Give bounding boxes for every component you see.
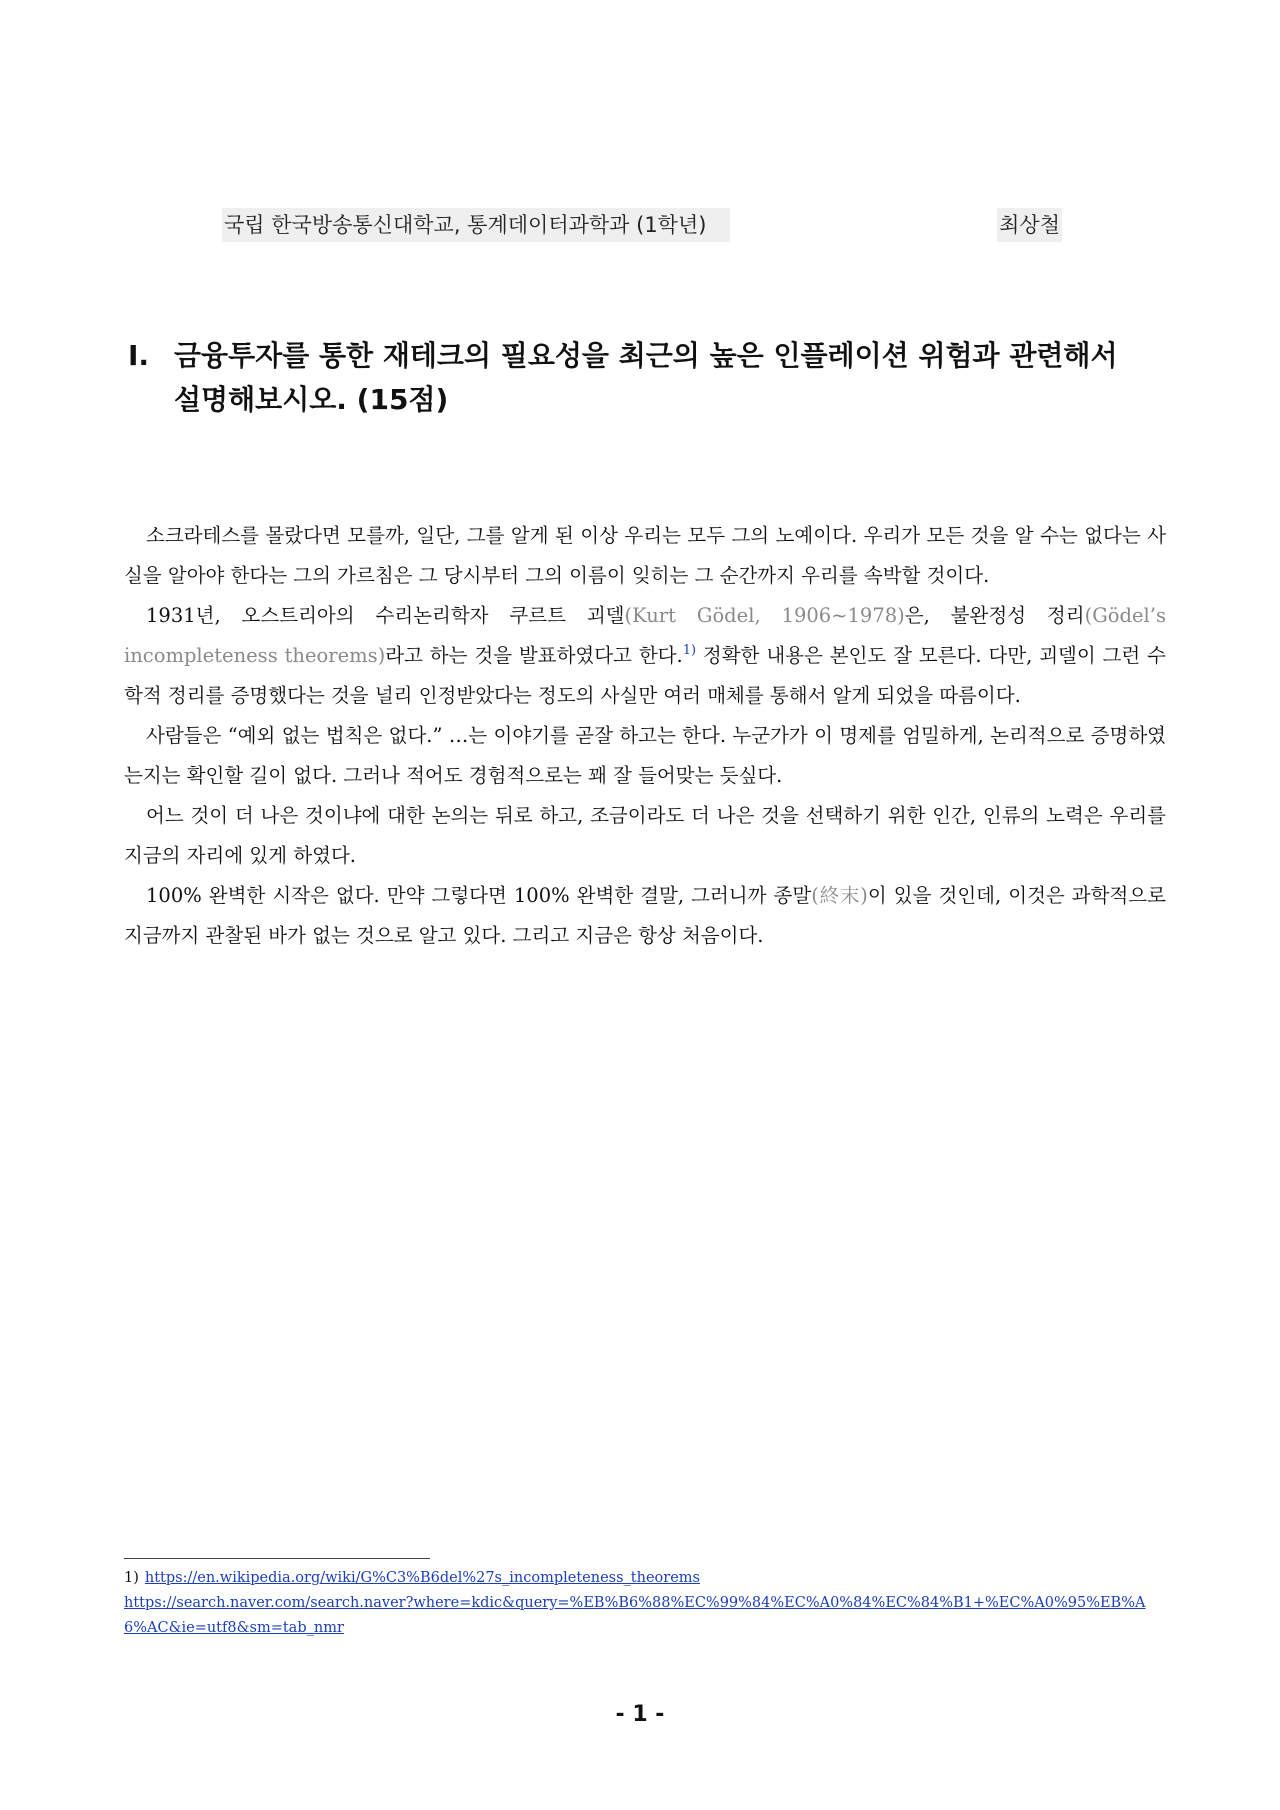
question-text-1: 금융투자를 통한 재테크의 필요성을 최근의 높은 인플레이션 위험과 관련해서 — [174, 339, 1118, 372]
school-department: 국립 한국방송통신대학교, 통계데이터과학과 (1학년) — [222, 208, 730, 242]
p2-text-e: 라고 하는 것을 발표하였다고 한다. — [385, 644, 683, 667]
document-header — [222, 208, 1062, 240]
paragraph-1: 소크라테스를 몰랐다면 모를까, 일단, 그를 알게 된 이상 우리는 모두 그의 노예이다. 우리가 모든 것을 알 수는 없다는 사실을 알아야 한다는 그의 가르침은 그 당시부터 그의 이름이 잊히는 그 순간까지 우리를 속박할 것이다. — [124, 524, 1166, 587]
paragraph-2 — [124, 596, 1166, 716]
p5-text-a: 100% 완벽한 시작은 없다. 만약 그렇다면 100% 완벽한 결말, 그러니까 종말 — [146, 884, 812, 907]
footnotes — [124, 1566, 1164, 1641]
footnote-1-continued — [124, 1591, 1164, 1641]
question-number: Ⅰ. — [128, 339, 150, 372]
p2-text-f: 정확한 내용은 본인도 잘 모른다. 다만, 괴델이 그런 수학적 정리를 증명했다는 것을 널리 인정받았다는 정도의 사실만 여러 매체를 통해서 알게 되었을 따름이다. — [124, 644, 1166, 707]
p5-hanja: (終末) — [811, 884, 868, 907]
footnote-link-wikipedia[interactable]: https://en.wikipedia.org/wiki/G%C3%B6del%27s_incompleteness_theorems — [144, 1570, 700, 1586]
essay-body — [124, 516, 1166, 956]
paragraph-3: 사람들은 “예외 없는 법칙은 없다.” …는 이야기를 곧잘 하고는 한다. 누군가가 이 명제를 엄밀하게, 논리적으로 증명하였는지는 확인할 길이 없다. 그러나 적어도 경험적으로는 꽤 잘 들어맞는 듯싶다. — [124, 724, 1166, 787]
p2-text-c: 은, 불완정성 정리 — [904, 604, 1085, 627]
footnote-mark: 1) — [124, 1570, 139, 1586]
footnote-reference[interactable]: 1) — [682, 643, 697, 658]
footnote-1 — [124, 1566, 1164, 1591]
p5-text-c: 이 있을 것인데, 이것은 과학적으로 지금까지 관찰된 바가 없는 것으로 알고 있다. 그리고 지금은 항상 처음이다. — [124, 884, 1166, 947]
paragraph-4: 어느 것이 더 나은 것이냐에 대한 논의는 뒤로 하고, 조금이라도 더 나은 것을 선택하기 위한 인간, 인류의 노력은 우리를 지금의 자리에 있게 하였다. — [124, 804, 1166, 867]
paragraph-5 — [124, 876, 1166, 956]
question-text-2: 설명해보시오. (15점) — [174, 383, 449, 416]
footnote-link-naver[interactable]: https://search.naver.com/search.naver?where=kdic&query=%EB%B6%88%EC%99%84%EC%A0%84%EC%84%B1+%EC%A0%95%EB%A6%AC&ie=utf8&sm=tab_nmr — [124, 1595, 1146, 1636]
p2-godel-dates: (Kurt Gödel, 1906~1978) — [624, 604, 905, 627]
p2-theorem-name: (Gödel’s incompleteness theorems) — [124, 604, 1166, 667]
author-name: 최상철 — [997, 208, 1062, 242]
question-heading — [128, 334, 1168, 422]
p2-text-a: 1931년, 오스트리아의 수리논리학자 쿠르트 괴델 — [146, 604, 625, 627]
question-line-1 — [128, 334, 1168, 378]
footnote-divider — [124, 1558, 430, 1559]
page-number: - 1 - — [615, 1702, 665, 1727]
